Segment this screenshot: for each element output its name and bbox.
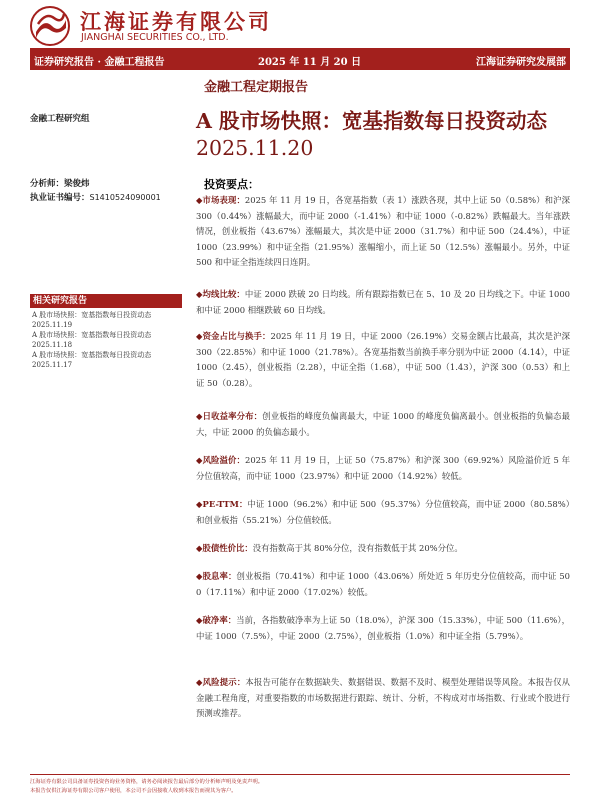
header-bar [30,48,570,70]
diamond-bullet-icon: ◆ [196,615,203,625]
certificate-label: 执业证书编号： [30,193,90,203]
analyst-name: 梁俊炜 [64,179,90,189]
related-report-item[interactable]: A 股市场快照：宽基指数每日投资动态 2025.11.17 [32,351,152,369]
point-below-net-ratio: ◆破净率：当前，各指数破净率为上证 50（18.0%），沪深 300（15.33%），中证 500（11.6%），中证 1000（7.5%），中证 2000（2.75%），创业板指（1.0%）和中证全指（5.79%）。 [196,615,571,641]
point-pe-ttm: ◆PE-TTM：中证 1000（96.2%）和中证 500（95.37%）分位值较高，而中证 2000（80.58%）和创业板指（55.21%）分位值较低。 [196,499,570,525]
footer-line: 本报告仅供江海证券有限公司客户使用，本公司不会因接收人收到本报告而视其为客户。 [30,787,237,794]
diamond-bullet-icon: ◆ [196,571,203,581]
research-department: 江海证券研究发展部 [476,57,566,68]
diamond-bullet-icon: ◆ [196,331,203,341]
footer-line: 江海证券有限公司具备证券投资咨询业务资格，请务必阅读报告最后部分的分析师声明及免责声明。 [30,779,264,785]
point-capital-turnover: ◆资金占比与换手：2025 年 11 月 19 日，中证 2000（26.19%）交易金额占比最高，其次是沪深 300（22.85%）和中证 1000（21.78%）。各宽基指数当前换手率分别为中证 2000（4.14），中证 1000（2.45），创业板指（2.28），中证全指（1.68），中证 500（1.43），沪深 300（0.53）和上证 50（0.28）。 [196,331,570,388]
diamond-bullet-icon: ◆ [196,289,203,299]
certificate-number: S1410524090001 [89,193,161,202]
related-reports-title: 相关研究报告 [30,294,182,308]
certificate-line [30,191,161,203]
diamond-bullet-icon: ◆ [196,411,203,421]
report-type: 金融工程定期报告 [204,80,309,95]
diamond-bullet-icon: ◆ [196,455,203,465]
related-report-item[interactable]: A 股市场快照：宽基指数每日投资动态 2025.11.19 [32,311,152,329]
jianghai-logo-icon [30,6,70,46]
point-risk-warning: ◆风险提示：本报告可能存在数据缺失、数据错误、数据不及时、模型处理错误等风险。本报告仅从金融工程角度，对重要指数的市场数据进行跟踪、统计、分析，不构成对市场指数、行业或个股进行预测或推荐。 [196,677,571,718]
analyst-label: 分析师： [30,179,65,189]
report-category: 证券研究报告 · 金融工程报告 [34,57,165,68]
research-team: 金融工程研究组 [30,114,90,124]
diamond-bullet-icon: ◆ [196,543,203,553]
report-date: 2025 年 11 月 20 日 [258,57,362,68]
related-report-item[interactable]: A 股市场快照：宽基指数每日投资动态 2025.11.18 [32,331,152,349]
diamond-bullet-icon: ◆ [196,195,203,205]
diamond-bullet-icon: ◆ [196,499,203,509]
point-return-distribution: ◆日收益率分布：创业板指的峰度负偏离最大，中证 1000 的峰度负偏离最小。创业板指的负偏态最大，中证 2000 的负偏态最小。 [196,411,570,437]
related-reports [30,294,182,370]
point-equity-bond-ratio: ◆股债性价比：没有指数高于其 80%分位，没有指数低于其 20%分位。 [196,543,463,553]
point-market-performance: ◆市场表现：2025 年 11 月 19 日，各宽基指数（表 1）涨跌各现，其中上证 50（0.58%）和沪深 300（0.44%）涨幅最大，而中证 2000（-1.41%）和中证 1000（-0.82%）跌幅最大。当年涨跌情况，创业板指（43.67%）涨幅最大，其次是中证 2000（31.7%）和中证 500（24.4%），中证 1000（23.99%）和中证全指（21.95%）涨幅缩小，而上证 50（12.5%）涨幅最小。另外，中证 500 和中证全指连续四日连阴。 [196,195,570,267]
diamond-bullet-icon: ◆ [196,677,203,687]
company-name-en: JIANGHAI SECURITIES CO., LTD. [81,32,229,43]
point-moving-average: ◆均线比较：中证 2000 跌破 20 日均线。所有跟踪指数已在 5、10 及 20 日均线之下。中证 1000 和中证 2000 相继跌破 60 日均线。 [196,289,570,315]
analyst-line [30,177,90,189]
report-title: A 股市场快照：宽基指数每日投资动态 [196,109,548,133]
point-dividend-yield: ◆股息率：创业板指（70.41%）和中证 1000（43.06%）所处近 5 年历史分位值较高，而中证 500（17.11%）和中证 2000（17.02%）较低。 [196,571,570,597]
point-risk-premium: ◆风险溢价：2025 年 11 月 19 日，上证 50（75.87%）和沪深 300（69.92%）风险溢价近 5 年分位值较高，而中证 1000（23.97%）和中证 2000（14.92%）较低。 [196,455,570,481]
company-name-cn: 江海证券有限公司 [80,9,272,34]
key-points-heading: 投资要点： [204,178,259,191]
report-title-date: 2025.11.20 [196,136,314,160]
footer-disclaimer [30,774,570,795]
company-logo [30,4,270,50]
